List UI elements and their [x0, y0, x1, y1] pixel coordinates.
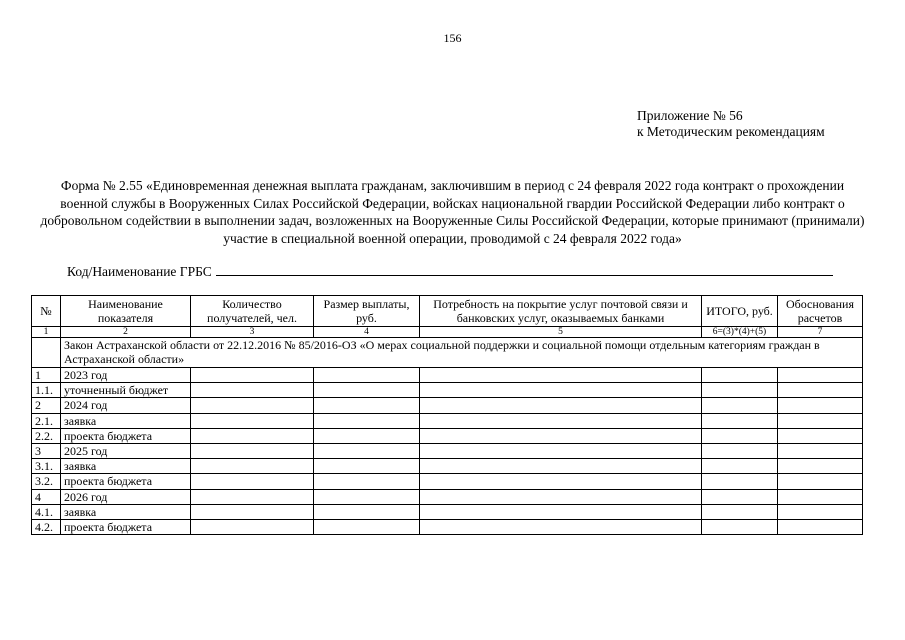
row-indicator-name: 2024 год — [61, 398, 191, 413]
cell-recipients-count[interactable] — [191, 398, 314, 413]
cell-total[interactable] — [702, 474, 778, 489]
cell-recipients-count[interactable] — [191, 368, 314, 383]
header-recipients-count: Количество получателей, чел. — [191, 296, 314, 327]
table-row — [32, 398, 863, 413]
column-number: 5 — [420, 327, 702, 338]
cell-postal-banking-costs[interactable] — [420, 398, 702, 413]
cell-recipients-count[interactable] — [191, 459, 314, 474]
appendix-header — [637, 108, 825, 140]
law-row — [32, 338, 863, 368]
cell-total[interactable] — [702, 383, 778, 398]
cell-justification[interactable] — [778, 443, 863, 458]
column-number: 1 — [32, 327, 61, 338]
cell-total[interactable] — [702, 368, 778, 383]
cell-justification[interactable] — [778, 368, 863, 383]
cell-justification[interactable] — [778, 474, 863, 489]
row-number: 4.2. — [32, 519, 61, 534]
row-number: 2 — [32, 398, 61, 413]
cell-postal-banking-costs[interactable] — [420, 368, 702, 383]
cell-payment-amount[interactable] — [314, 383, 420, 398]
row-indicator-name: 2025 год — [61, 443, 191, 458]
header-indicator-name: Наименование показателя — [61, 296, 191, 327]
table-row — [32, 504, 863, 519]
cell-postal-banking-costs[interactable] — [420, 504, 702, 519]
row-number: 2.2. — [32, 428, 61, 443]
header-number: № — [32, 296, 61, 327]
header-payment-amount: Размер выплаты, руб. — [314, 296, 420, 327]
cell-justification[interactable] — [778, 504, 863, 519]
cell-postal-banking-costs[interactable] — [420, 519, 702, 534]
cell-justification[interactable] — [778, 398, 863, 413]
table-row — [32, 443, 863, 458]
row-number: 3.1. — [32, 459, 61, 474]
column-number: 3 — [191, 327, 314, 338]
cell-recipients-count[interactable] — [191, 413, 314, 428]
column-number: 4 — [314, 327, 420, 338]
table-row — [32, 428, 863, 443]
cell-payment-amount[interactable] — [314, 413, 420, 428]
column-number: 6=(3)*(4)+(5) — [702, 327, 778, 338]
grbs-input-line[interactable] — [216, 263, 833, 276]
cell-postal-banking-costs[interactable] — [420, 474, 702, 489]
cell-total[interactable] — [702, 459, 778, 474]
header-postal-banking-costs: Потребность на покрытие услуг почтовой связи и банковских услуг, оказываемых банками — [420, 296, 702, 327]
table-header-row — [32, 296, 863, 327]
page-number: 156 — [443, 31, 462, 45]
cell-payment-amount[interactable] — [314, 489, 420, 504]
cell-payment-amount[interactable] — [314, 443, 420, 458]
row-indicator-name: проекта бюджета — [61, 519, 191, 534]
law-row-number — [32, 338, 61, 368]
cell-payment-amount[interactable] — [314, 474, 420, 489]
cell-postal-banking-costs[interactable] — [420, 459, 702, 474]
cell-recipients-count[interactable] — [191, 383, 314, 398]
cell-payment-amount[interactable] — [314, 459, 420, 474]
cell-postal-banking-costs[interactable] — [420, 489, 702, 504]
cell-payment-amount[interactable] — [314, 519, 420, 534]
cell-total[interactable] — [702, 428, 778, 443]
row-indicator-name: заявка — [61, 504, 191, 519]
column-number: 2 — [61, 327, 191, 338]
cell-postal-banking-costs[interactable] — [420, 413, 702, 428]
cell-postal-banking-costs[interactable] — [420, 443, 702, 458]
cell-recipients-count[interactable] — [191, 443, 314, 458]
row-number: 4 — [32, 489, 61, 504]
row-indicator-name: заявка — [61, 413, 191, 428]
column-number: 7 — [778, 327, 863, 338]
row-number: 3.2. — [32, 474, 61, 489]
form-title: Форма № 2.55 «Единовременная денежная выплата гражданам, заключившим в период с 24 февраля 2022 года контракт о прохождении военной службы в Вооруженных Силах Российской Федерации, войсках национальной гвардии Российской Федерации либо контракт о добровольном содействии в выполнении задач, возложенных на Вооруженные Силы Российской Федерации, которые принимают (принимали) участие в специальной военной операции, проводимой с 24 февраля 2022 года» — [40, 178, 865, 246]
cell-recipients-count[interactable] — [191, 428, 314, 443]
cell-postal-banking-costs[interactable] — [420, 383, 702, 398]
cell-justification[interactable] — [778, 459, 863, 474]
row-indicator-name: 2026 год — [61, 489, 191, 504]
table-row — [32, 474, 863, 489]
cell-recipients-count[interactable] — [191, 504, 314, 519]
cell-justification[interactable] — [778, 383, 863, 398]
cell-justification[interactable] — [778, 428, 863, 443]
table-row — [32, 368, 863, 383]
table-row — [32, 459, 863, 474]
cell-justification[interactable] — [778, 413, 863, 428]
cell-total[interactable] — [702, 519, 778, 534]
appendix-line-2: к Методическим рекомендациям — [637, 124, 825, 139]
appendix-line-1: Приложение № 56 — [637, 108, 743, 123]
cell-postal-banking-costs[interactable] — [420, 428, 702, 443]
table-row — [32, 383, 863, 398]
table-row — [32, 413, 863, 428]
cell-payment-amount[interactable] — [314, 398, 420, 413]
row-number: 4.1. — [32, 504, 61, 519]
law-title: Закон Астраханской области от 22.12.2016 № 85/2016-ОЗ «О мерах социальной поддержки и социальной помощи отдельным категориям граждан в Астраханской области» — [61, 338, 863, 368]
cell-total[interactable] — [702, 413, 778, 428]
header-justification: Обоснования расчетов — [778, 296, 863, 327]
cell-total[interactable] — [702, 398, 778, 413]
row-number: 2.1. — [32, 413, 61, 428]
row-number: 3 — [32, 443, 61, 458]
cell-total[interactable] — [702, 504, 778, 519]
form-table — [31, 295, 863, 535]
row-indicator-name: 2023 год — [61, 368, 191, 383]
grbs-label: Код/Наименование ГРБС — [67, 264, 212, 279]
cell-payment-amount[interactable] — [314, 504, 420, 519]
row-indicator-name: проекта бюджета — [61, 428, 191, 443]
cell-recipients-count[interactable] — [191, 489, 314, 504]
table-row — [32, 519, 863, 534]
cell-justification[interactable] — [778, 519, 863, 534]
column-numbers-row — [32, 327, 863, 338]
cell-payment-amount[interactable] — [314, 428, 420, 443]
header-total: ИТОГО, руб. — [702, 296, 778, 327]
cell-justification[interactable] — [778, 489, 863, 504]
cell-payment-amount[interactable] — [314, 368, 420, 383]
grbs-field — [67, 263, 833, 280]
table-row — [32, 489, 863, 504]
row-indicator-name: заявка — [61, 459, 191, 474]
row-number: 1 — [32, 368, 61, 383]
row-indicator-name: проекта бюджета — [61, 474, 191, 489]
cell-total[interactable] — [702, 443, 778, 458]
row-number: 1.1. — [32, 383, 61, 398]
cell-recipients-count[interactable] — [191, 519, 314, 534]
cell-total[interactable] — [702, 489, 778, 504]
cell-recipients-count[interactable] — [191, 474, 314, 489]
row-indicator-name: уточненный бюджет — [61, 383, 191, 398]
